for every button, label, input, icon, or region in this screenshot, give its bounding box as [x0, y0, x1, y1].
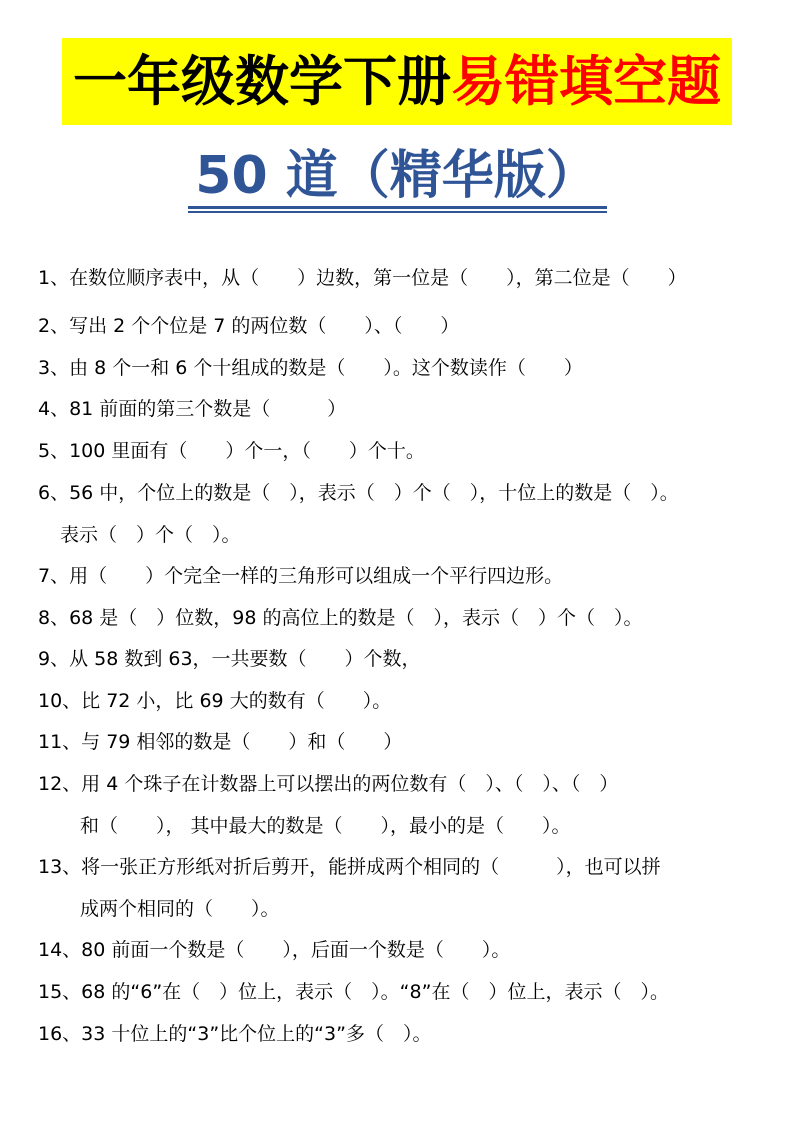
question-12-continued: 和（ ）， 其中最大的数是（ ），最小的是（ ）。 [80, 815, 571, 837]
question-4: 4、81 前面的第三个数是（ ） [38, 398, 347, 420]
subtitle-underline-thin [188, 211, 607, 213]
question-3: 3、由 8 个一和 6 个十组成的数是（ ）。这个数读作（ ） [38, 357, 583, 379]
subtitle-underline-thick [188, 206, 607, 209]
question-7: 7、用（ ）个完全一样的三角形可以组成一个平行四边形。 [38, 565, 564, 587]
question-11: 11、与 79 相邻的数是（ ）和（ ） [38, 731, 403, 753]
question-1: 1、在数位顺序表中，从（ ）边数，第一位是（ ），第二位是（ ） [38, 267, 687, 289]
title-grade-subject: 一年级数学下册 [73, 50, 451, 113]
question-16: 16、33 十位上的“3”比个位上的“3”多（ ）。 [38, 1023, 432, 1045]
question-13-continued: 成两个相同的（ ）。 [80, 898, 280, 920]
title-banner [62, 38, 732, 125]
question-12: 12、用 4 个珠子在计数器上可以摆出的两位数有（ ）、（ ）、（ ） [38, 773, 619, 795]
title-topic: 易错填空题 [451, 50, 721, 113]
question-13: 13、将一张正方形纸对折后剪开，能拼成两个相同的（ ），也可以拼 [38, 856, 661, 878]
subtitle: 50 道（精华版） [195, 146, 598, 206]
question-8: 8、68 是（ ）位数，98 的高位上的数是（ ），表示（ ）个（ ）。 [38, 607, 643, 629]
question-9: 9、从 58 数到 63，一共要数（ ）个数， [38, 648, 421, 670]
question-5: 5、100 里面有（ ）个一，（ ）个十。 [38, 440, 425, 462]
question-10: 10、比 72 小，比 69 大的数有（ ）。 [38, 690, 392, 712]
question-2: 2、写出 2 个个位是 7 的两位数（ ）、（ ） [38, 315, 460, 337]
question-14: 14、80 前面一个数是（ ），后面一个数是（ ）。 [38, 939, 511, 961]
question-6: 6、56 中，个位上的数是（ ），表示（ ）个（ ），十位上的数是（ ）。 [38, 482, 679, 504]
question-6-continued: 表示（ ）个（ ）。 [60, 524, 241, 546]
question-15: 15、68 的“6”在（ ）位上，表示（ ）。“8”在（ ）位上，表示（ ）。 [38, 981, 669, 1003]
